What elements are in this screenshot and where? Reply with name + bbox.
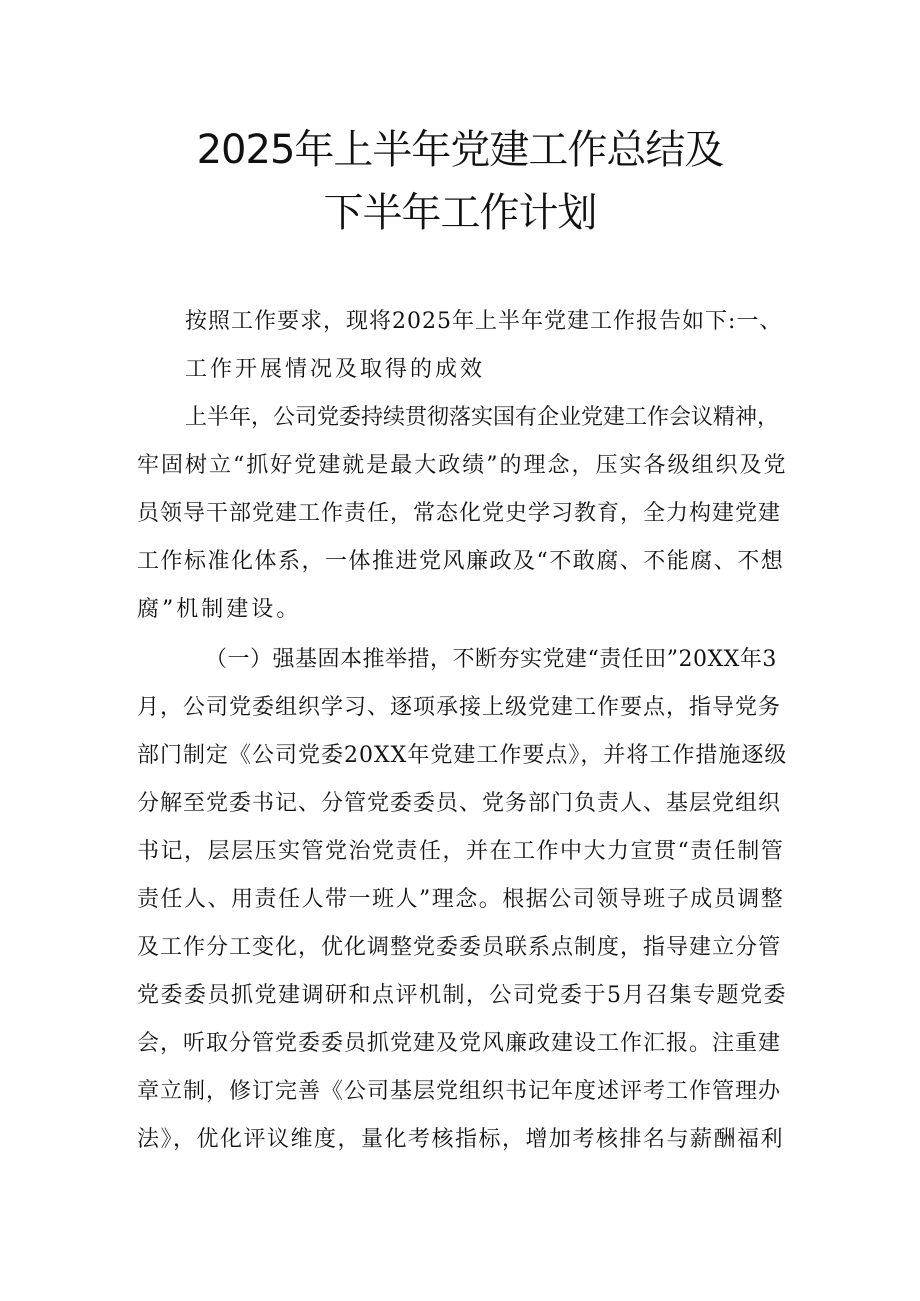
document-title-line-1: 2025年上半年党建工作总结及 [196, 127, 724, 173]
body-line: 章立制，修订完善《公司基层党组织书记年度述评考工作管理办 [137, 1079, 782, 1104]
body-line: 按照工作要求，现将2025年上半年党建工作报告如下:一、 [185, 309, 783, 334]
body-line: 工作标准化体系，一体推进党风廉政及“不敢腐、不能腐、不想 [137, 549, 785, 574]
body-line: 分解至党委书记、分管党委委员、党务部门负责人、基层党组织 [137, 791, 782, 816]
body-line: 工作开展情况及取得的成效 [185, 357, 486, 382]
document-title-line-2: 下半年工作计划 [323, 190, 597, 236]
body-line: 月，公司党委组织学习、逐项承接上级党建工作要点，指导党务 [137, 695, 782, 720]
body-line: 员领导干部党建工作责任，常态化党史学习教育，全力构建党建 [137, 501, 782, 526]
body-line: 党委委员抓党建调研和点评机制，公司党委于5月召集专题党委 [137, 983, 787, 1008]
body-line: 会，听取分管党委委员抓党建及党风廉政建设工作汇报。注重建 [137, 1031, 782, 1056]
body-line: 腐”机制建设。 [137, 597, 302, 622]
body-line: 及工作分工变化，优化调整党委委员联系点制度，指导建立分管 [137, 935, 782, 960]
body-line: 责任人、用责任人带一班人”理念。根据公司领导班子成员调整 [137, 887, 785, 912]
body-line: 书记，层层压实管党治党责任，并在工作中大力宣贯“责任制管 [137, 839, 785, 864]
body-line: 部门制定《公司党委20XX年党建工作要点》，并将工作措施逐级 [137, 743, 788, 768]
body-line: 法》，优化评议维度，量化考核指标，增加考核排名与薪酬福利 [137, 1127, 785, 1152]
body-line: 上半年，公司党委持续贯彻落实国有企业党建工作会议精神， [185, 405, 780, 430]
body-line: 牢固树立“抓好党建就是最大政绩”的理念，压实各级组织及党 [137, 453, 788, 478]
body-line: （一）强基固本推举措，不断夯实党建“责任田”20XX年3 [205, 647, 777, 672]
